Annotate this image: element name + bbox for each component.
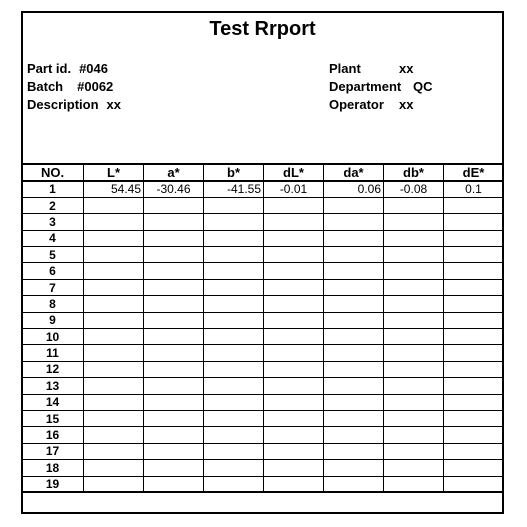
plant-row [329,60,433,78]
table-cell [144,230,204,246]
table-cell [264,214,324,230]
table-cell [144,443,204,459]
table-cell [84,296,144,312]
row-number-cell: 11 [22,345,84,361]
row-number-cell: 5 [22,247,84,263]
table-cell [384,312,444,328]
row-number-cell: 6 [22,263,84,279]
table-cell [444,197,504,213]
table-row [22,361,504,377]
table-cell [84,329,144,345]
table-cell [324,460,384,476]
table-cell [84,345,144,361]
table-cell [444,247,504,263]
table-cell [84,312,144,328]
table-row [22,181,504,197]
part-id-label: Part id. [27,61,72,76]
table-cell [204,410,264,426]
department-label: Department [329,79,402,94]
table-cell [324,410,384,426]
row-number-cell: 16 [22,427,84,443]
table-cell [204,312,264,328]
description-row [27,96,121,114]
table-row [22,263,504,279]
table-cell [144,329,204,345]
table-cell [144,197,204,213]
col-da-header: da* [324,164,384,181]
table-cell [384,394,444,410]
table-cell [324,361,384,377]
table-cell [384,247,444,263]
row-number-cell: 8 [22,296,84,312]
description-value: xx [106,97,121,112]
info-right [329,60,433,114]
table-cell: -0.01 [264,181,324,197]
row-number-cell: 7 [22,279,84,295]
table-cell [264,197,324,213]
table-cell [324,329,384,345]
table-cell [264,230,324,246]
table-cell [84,247,144,263]
row-number-cell: 12 [22,361,84,377]
row-number-cell: 2 [22,197,84,213]
table-cell [84,214,144,230]
table-cell [264,378,324,394]
table-cell [324,476,384,492]
table-cell [324,443,384,459]
table-cell [324,214,384,230]
table-row [22,443,504,459]
operator-label: Operator [329,97,384,112]
table-cell [84,230,144,246]
table-cell [144,247,204,263]
row-number-cell: 9 [22,312,84,328]
table-cell [444,427,504,443]
row-number-cell: 15 [22,410,84,426]
table-cell [264,476,324,492]
table-cell [384,263,444,279]
table-cell [384,378,444,394]
table-cell [204,476,264,492]
table-cell [144,410,204,426]
table-cell [204,197,264,213]
part-id-row [27,60,121,78]
batch-row [27,78,121,96]
table-cell [144,214,204,230]
table-header-row [22,164,504,181]
table-cell [204,214,264,230]
plant-value: xx [399,61,414,76]
table-row [22,214,504,230]
table-cell [324,279,384,295]
table-cell [264,361,324,377]
table-cell [324,263,384,279]
table-row [22,345,504,361]
col-de-header: dE* [444,164,504,181]
table-row [22,197,504,213]
table-cell: -0.08 [384,181,444,197]
table-cell [204,329,264,345]
table-cell [264,460,324,476]
table-cell [264,312,324,328]
table-cell [324,296,384,312]
table-cell [204,361,264,377]
table-cell [384,197,444,213]
measurement-table [21,163,504,493]
table-cell [384,476,444,492]
table-cell: -30.46 [144,181,204,197]
table-cell [144,279,204,295]
table-cell [444,378,504,394]
table-cell [84,197,144,213]
table-cell [204,230,264,246]
table-cell [204,279,264,295]
row-number-cell: 18 [22,460,84,476]
batch-label: Batch [27,79,64,94]
col-l-header: L* [84,164,144,181]
col-dl-header: dL* [264,164,324,181]
operator-value: xx [399,97,414,112]
table-cell [144,345,204,361]
table-cell [84,443,144,459]
table-cell [84,279,144,295]
table-cell [84,410,144,426]
table-row [22,230,504,246]
table-cell [384,329,444,345]
table-cell [444,296,504,312]
department-row [329,78,433,96]
report-title: Test Rrport [209,18,316,40]
table-cell [204,296,264,312]
table-cell [384,230,444,246]
table-cell [264,247,324,263]
table-cell [84,427,144,443]
department-value: QC [413,79,433,94]
table-cell [324,197,384,213]
table-cell [144,427,204,443]
table-cell [144,394,204,410]
table-cell [144,378,204,394]
table-cell [264,443,324,459]
table-cell [84,378,144,394]
table-cell [324,230,384,246]
col-b-header: b* [204,164,264,181]
row-number-cell: 14 [22,394,84,410]
table-cell [324,345,384,361]
col-db-header: db* [384,164,444,181]
table-cell [384,443,444,459]
table-cell [444,394,504,410]
table-cell [204,394,264,410]
table-cell [384,460,444,476]
description-label: Description [27,97,99,112]
col-a-header: a* [144,164,204,181]
table-cell [204,345,264,361]
table-row [22,476,504,492]
table-cell [384,296,444,312]
row-number-cell: 17 [22,443,84,459]
table-row [22,279,504,295]
table-row [22,296,504,312]
table-cell: -41.55 [204,181,264,197]
table-cell: 0.06 [324,181,384,197]
table-cell [444,460,504,476]
table-cell [204,378,264,394]
table-cell [84,361,144,377]
table-cell [264,427,324,443]
table-cell [444,345,504,361]
table-cell [444,443,504,459]
table-row [22,410,504,426]
row-number-cell: 19 [22,476,84,492]
report-sheet [21,11,504,514]
table-cell [264,345,324,361]
table-cell [264,394,324,410]
row-number-cell: 1 [22,181,84,197]
table-cell [444,263,504,279]
table-cell [264,329,324,345]
operator-row [329,96,433,114]
table-cell [444,230,504,246]
table-cell [84,460,144,476]
table-row [22,329,504,345]
table-row [22,247,504,263]
table-cell [324,247,384,263]
table-cell [384,345,444,361]
info-left [27,60,121,114]
table-row [22,460,504,476]
table-row [22,427,504,443]
table-cell [84,394,144,410]
table-cell [444,214,504,230]
table-cell [444,329,504,345]
table-cell [264,263,324,279]
row-number-cell: 10 [22,329,84,345]
table-cell [204,247,264,263]
row-number-cell: 13 [22,378,84,394]
table-cell [264,296,324,312]
table-cell [324,427,384,443]
table-row [22,312,504,328]
table-cell [444,361,504,377]
table-cell [324,378,384,394]
table-cell: 54.45 [84,181,144,197]
table-row [22,394,504,410]
table-cell [264,279,324,295]
table-cell [144,476,204,492]
table-cell [384,279,444,295]
table-cell: 0.1 [444,181,504,197]
table-cell [384,410,444,426]
table-cell [384,361,444,377]
table-cell [444,476,504,492]
table-cell [384,427,444,443]
table-cell [144,296,204,312]
table-cell [204,460,264,476]
table-cell [144,263,204,279]
col-no-header: NO. [22,164,84,181]
table-cell [444,279,504,295]
table-cell [204,443,264,459]
table-cell [204,263,264,279]
table-cell [144,460,204,476]
table-cell [204,427,264,443]
table-cell [324,394,384,410]
row-number-cell: 4 [22,230,84,246]
table-cell [444,410,504,426]
part-id-value: #046 [79,61,108,76]
table-cell [264,410,324,426]
table-cell [384,214,444,230]
table-cell [324,312,384,328]
table-cell [144,312,204,328]
plant-label: Plant [329,61,361,76]
table-cell [444,312,504,328]
batch-value: #0062 [77,79,114,94]
table-cell [84,476,144,492]
table-cell [84,263,144,279]
table-cell [144,361,204,377]
row-number-cell: 3 [22,214,84,230]
table-body [22,181,504,492]
table-row [22,378,504,394]
